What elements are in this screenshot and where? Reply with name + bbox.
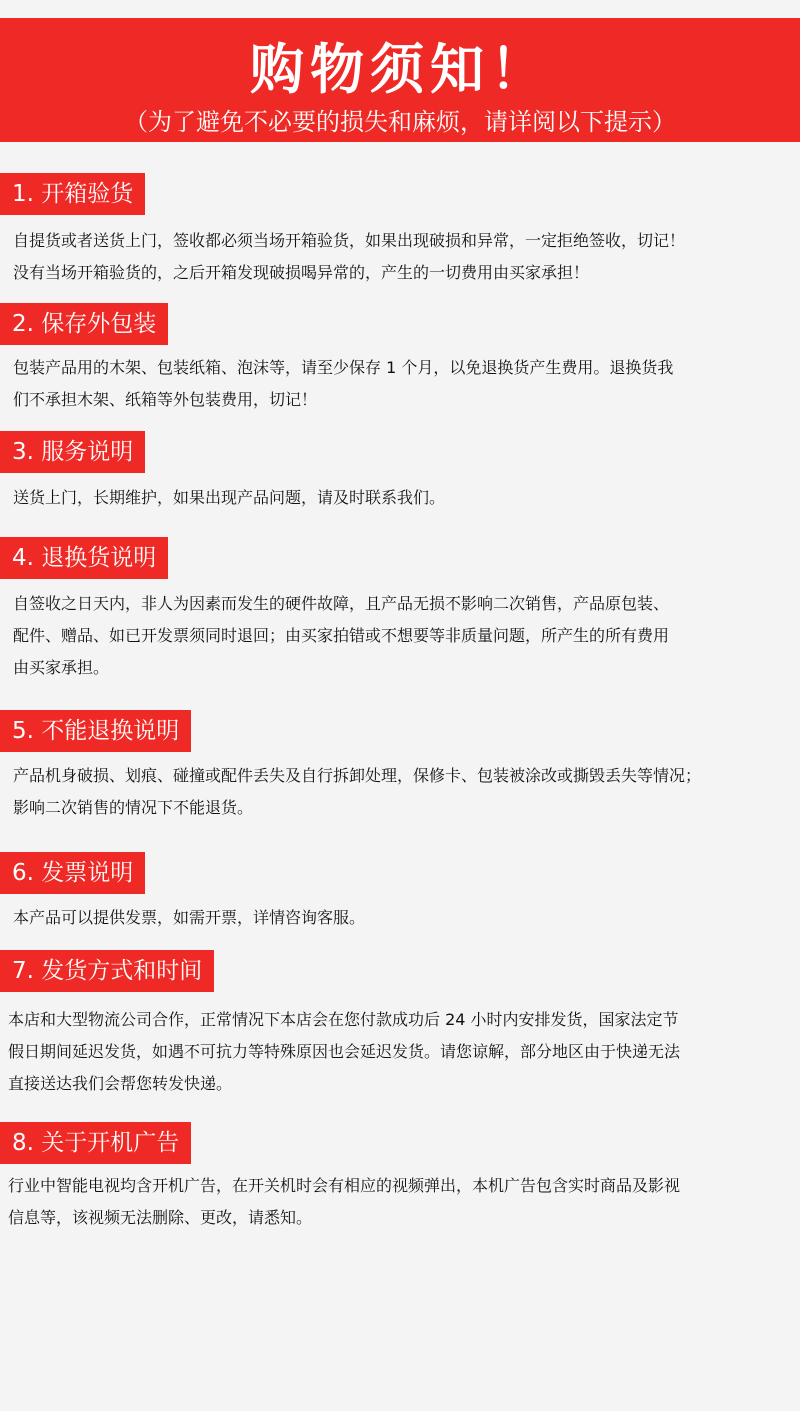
section-heading: 3. 服务说明 [0,431,145,473]
body-line: 影响二次销售的情况下不能退货。 [13,798,254,817]
body-line: 包装产品用的木架、包装纸箱、泡沫等，请至少保存 1 个月，以免退换货产生费用。退换货我 [13,358,674,377]
section-heading: 7. 发货方式和时间 [0,950,214,992]
body-line: 信息等，该视频无法删除、更改，请悉知。 [8,1208,313,1227]
section-body [8,1170,783,1234]
body-line: 没有当场开箱验货的，之后开箱发现破损喝异常的，产生的一切费用由买家承担！ [13,263,590,282]
section-heading: 6. 发票说明 [0,852,145,894]
section-body [8,1004,783,1100]
section-body [13,588,788,684]
section-body [13,482,788,514]
body-line: 自提货或者送货上门，签收都必须当场开箱验货，如果出现破损和异常，一定拒绝签收，切记！ [13,231,686,250]
body-line: 们不承担木架、纸箱等外包装费用，切记！ [13,390,318,409]
section-body [13,352,788,416]
section-heading: 2. 保存外包装 [0,303,168,345]
section-heading: 5. 不能退换说明 [0,710,191,752]
body-line: 自签收之日天内，非人为因素而发生的硬件故障，且产品无损不影响二次销售，产品原包装、 [13,594,670,613]
body-line: 产品机身破损、划痕、碰撞或配件丢失及自行拆卸处理，保修卡、包装被涂改或撕毁丢失等情况； [13,766,702,785]
notice-banner [0,18,800,142]
body-line: 假日期间延迟发货，如遇不可抗力等特殊原因也会延迟发货。请您谅解，部分地区由于快递无法 [8,1042,681,1061]
page-title: 购物须知！ [250,38,550,101]
body-line: 送货上门，长期维护，如果出现产品问题，请及时联系我们。 [13,488,446,507]
section-body [13,760,788,824]
page-subtitle: （为了避免不必要的损失和麻烦，请详阅以下提示） [124,108,676,136]
body-line: 本店和大型物流公司合作，正常情况下本店会在您付款成功后 24 小时内安排发货，国家法定节 [8,1010,679,1029]
body-line: 行业中智能电视均含开机广告，在开关机时会有相应的视频弹出，本机广告包含实时商品及影视 [8,1176,681,1195]
section-heading: 4. 退换货说明 [0,537,168,579]
body-line: 直接送达我们会帮您转发快递。 [8,1074,233,1093]
body-line: 本产品可以提供发票，如需开票，详情咨询客服。 [13,908,366,927]
section-body [13,902,788,934]
section-body [13,225,788,289]
body-line: 配件、赠品、如已开发票须同时退回；由买家拍错或不想要等非质量问题，所产生的所有费用 [13,626,670,645]
section-heading: 1. 开箱验货 [0,173,145,215]
section-heading: 8. 关于开机广告 [0,1122,191,1164]
body-line: 由买家承担。 [13,658,110,677]
